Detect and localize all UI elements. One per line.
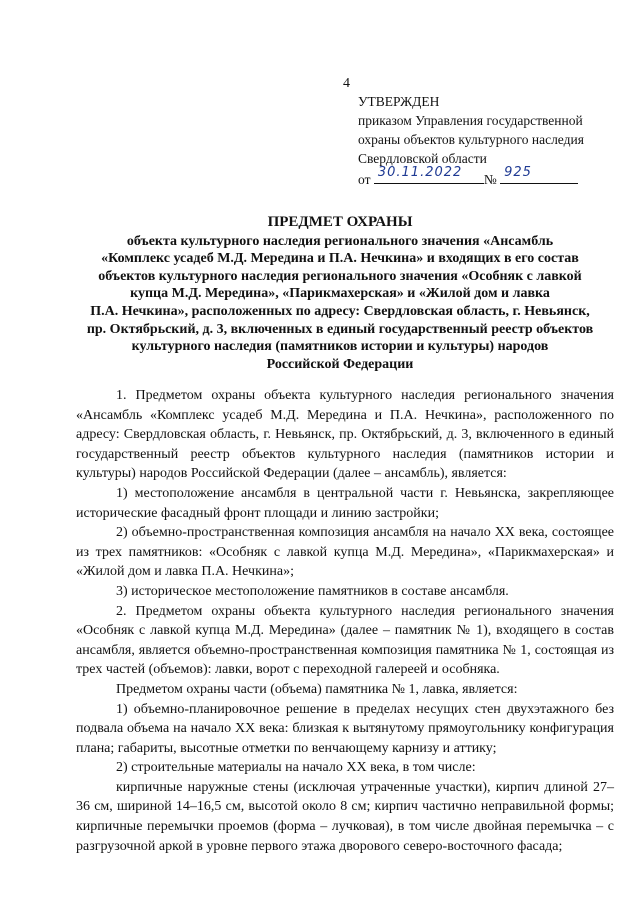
page-number: 4: [343, 76, 350, 91]
handwritten-number: 925: [504, 165, 532, 180]
title-line: объектов культурного наследия регионального значения «Особняк с лавкой: [98, 268, 582, 284]
paragraph: 1) местоположение ансамбля в центральной части г. Невьянска, закрепляющее исторические фасадный фронт площади и линию застройки;: [76, 485, 614, 521]
paragraph: 2. Предметом охраны объекта культурного наследия регионального значения «Особняк с лавкой купца М.Д. Мередина» (далее – памятник № 1), входящего в состав ансамбля, является объемно-пространственная композиция памятника № 1, состоящая из трех частей (объемов): лавки, ворот с переходной галереей и особняка.: [76, 603, 614, 678]
approval-line: Свердловской области: [358, 151, 487, 166]
approval-line: приказом Управления государственной: [358, 113, 583, 128]
title-line: купца М.Д. Мередина», «Парикмахерская» и «Жилой дом и лавка: [130, 286, 550, 302]
approval-stamp: [358, 92, 608, 189]
paragraph: 1) объемно-планировочное решение в пределах несущих стен двухэтажного без подвала объема на начало XX века: близкая к вытянутому прямоугольнику конфигурация плана; габариты, высотные отметки по венчающему карнизу и аттику;: [76, 701, 614, 756]
document-title: [60, 214, 620, 373]
title-line: Российской Федерации: [266, 356, 414, 372]
paragraph: 2) строительные материалы на начало XX века, в том числе:: [116, 760, 476, 776]
paragraph: 3) историческое местоположение памятников в составе ансамбля.: [116, 583, 509, 599]
approval-date-row: [358, 165, 608, 189]
approval-heading: УТВЕРЖДЕН: [358, 94, 440, 109]
approval-line: охраны объектов культурного наследия: [358, 132, 584, 147]
date-field: [374, 165, 484, 184]
number-field: [500, 165, 578, 184]
paragraph: кирпичные наружные стены (исключая утраченные участки), кирпич длиной 27–36 см, шириной 14–16,5 см, высотой около 8 см; кирпич частично неправильной формы; кирпичные перемычки проемов (форма – лучковая), в том числе двойная перемычка – с разгрузочной аркой в уровне первого этажа дворового северо-восточного фасада;: [76, 779, 614, 854]
title-line: объекта культурного наследия регионального значения «Ансамбль: [126, 233, 554, 249]
document-body: [76, 386, 614, 856]
title-line: «Комплекс усадеб М.Д. Мередина и П.А. Нечкина» и входящих в его состав: [101, 251, 579, 267]
paragraph: 1. Предметом охраны объекта культурного наследия регионального значения «Ансамбль «Комплекс усадеб М.Д. Мередина и П.А. Нечкина», расположенного по адресу: Свердловская область, г. Невьянск, пр. Октябрьский, д. 3, включенного в единый государственный реестр объектов культурного наследия (памятников истории и культуры) народов Российской Федерации (далее – ансамбль), является:: [76, 388, 614, 482]
title-main: ПРЕДМЕТ ОХРАНЫ: [267, 214, 413, 230]
title-line: П.А. Нечкина», расположенных по адресу: Свердловская область, г. Невьянск,: [90, 303, 590, 319]
date-prefix: от: [358, 172, 371, 187]
paragraph: 2) объемно-пространственная композиция ансамбля на начало XX века, состоящее из трех памятников: «Особняк с лавкой купца М.Д. Мередина», «Парикмахерская» и «Жилой дом и лавка П.А. Нечкина»;: [76, 525, 614, 580]
paragraph: Предметом охраны части (объема) памятника № 1, лавка, является:: [116, 681, 518, 697]
title-line: пр. Октябрьский, д. 3, включенных в единый государственный реестр объектов: [86, 321, 594, 337]
handwritten-date: 30.11.2022: [377, 165, 463, 180]
number-prefix: №: [483, 172, 497, 187]
title-line: культурного наследия (памятников истории и культуры) народов: [131, 339, 549, 355]
